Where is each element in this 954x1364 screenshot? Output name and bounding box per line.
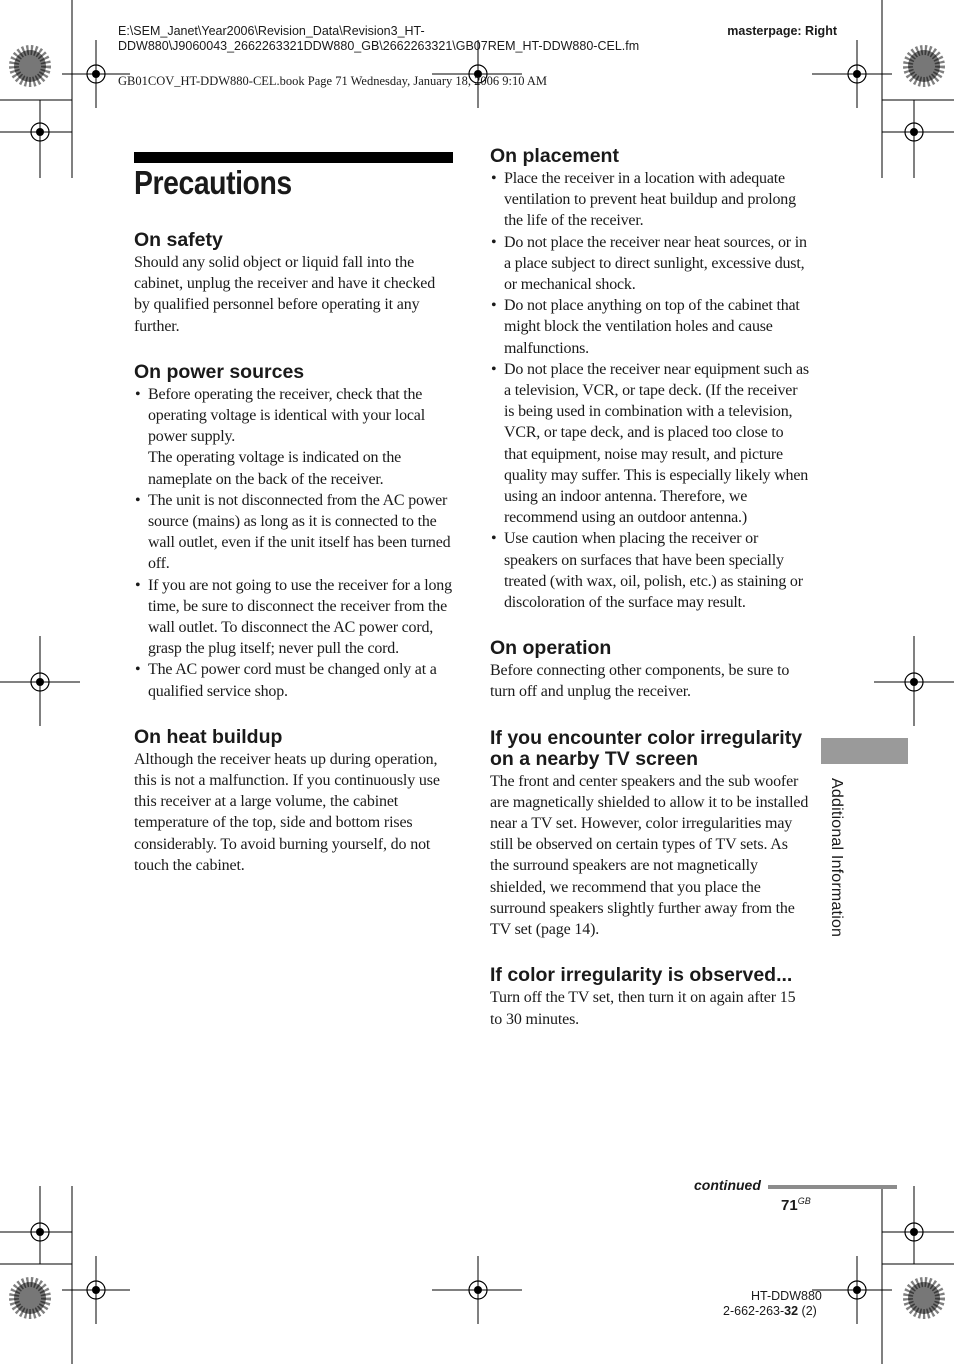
section-text-safety: Should any solid object or liquid fall into the cabinet, unplug the receiver and have it checked by qualified personnel before operating it any further.: [134, 254, 436, 335]
file-path-line2: DDW880\J9060043_2662263321DDW880_GB\2662263321\GB07REM_HT-DDW880-CEL.fm: [118, 39, 640, 53]
document-code: 2-662-263-32 (2): [723, 1304, 817, 1318]
section-heading-observed: If color irregularity is observed...: [490, 964, 793, 987]
section-text-operation: Before connecting other components, be sure to turn off and unplug the receiver.: [490, 662, 790, 701]
section-text-color: The front and center speakers and the sub woofer are magnetically shielded to allow it to be installed near a TV set. However, color irregularities may still be observed on certain types of TV sets. As the surround speakers are not magnetically shielded, we recommend that you place the surround speakers slightly further away from the TV set (page 14).: [490, 772, 809, 939]
continued-label: continued: [694, 1177, 761, 1193]
section-heading-heat: On heat buildup: [134, 725, 283, 748]
continued-rule: [768, 1185, 897, 1189]
placement-bullet-list: [490, 168, 810, 613]
list-item: • If you are not going to use the receiver for a long time, be sure to disconnect the receiver from the wall outlet. To disconnect the AC power cord, grasp the plug itself; never pull the cord.: [134, 575, 452, 660]
list-item: • Place the receiver in a location with adequate ventilation to prevent heat buildup and prolong the life of the receiver.: [490, 168, 810, 232]
list-item: • Do not place anything on top of the cabinet that might block the ventilation holes and cause malfunctions.: [490, 295, 810, 359]
book-info: GB01COV_HT-DDW880-CEL.book Page 71 Wednesday, January 18, 2006 9:10 AM: [118, 74, 548, 88]
section-heading-placement: On placement: [490, 145, 619, 167]
masterpage-label: masterpage: Right: [727, 24, 837, 38]
section-heading-safety: On safety: [134, 229, 223, 251]
list-item: • The unit is not disconnected from the AC power source (mains) as long as it is connected to the wall outlet, even if the unit itself has been turned off.: [134, 490, 452, 575]
right-column: [490, 146, 810, 1030]
section-text-observed: Turn off the TV set, then turn it on again after 15 to 30 minutes.: [490, 989, 796, 1028]
list-item: • Do not place the receiver near heat sources, or in a place subject to direct sunlight, excessive dust, or mechanical shock.: [490, 232, 810, 296]
list-item: • Use caution when placing the receiver or speakers on surfaces that have been specially treated (with wax, oil, polish, etc.) as staining or discoloration of the surface may result.: [490, 528, 810, 613]
section-heading-power: On power sources: [134, 360, 305, 383]
page-title: Precautions: [134, 164, 292, 201]
page-number: $71^{GB}$: [781, 1196, 811, 1214]
section-tab-label: Additional Information: [828, 778, 845, 938]
section-text-heat: Although the receiver heats up during operation, this is not a malfunction. If you continuously use this receiver at a large volume, the cabinet temperature of the top, side and bottom rises considerably. To avoid burning yourself, do not touch the cabinet.: [134, 750, 440, 874]
list-item: • The AC power cord must be changed only at a qualified service shop.: [134, 659, 452, 701]
power-bullet-list: [134, 384, 452, 702]
page-suffix: GB: [797, 1196, 811, 1206]
title-rule: [134, 152, 453, 163]
model-number: HT-DDW880: [751, 1289, 822, 1303]
power-note: The operating voltage is indicated on the nameplate on the back of the receiver.: [148, 449, 402, 488]
list-item: • Before operating the receiver, check that the operating voltage is identical with your local power supply. The operating voltage is indicated on the nameplate on the back of the receiver.: [134, 384, 452, 490]
file-path-line1: E:\SEM_Janet\Year2006\Revision_Data\Revision3_HT-: [118, 24, 425, 38]
list-item: • Do not place the receiver near equipment such as a television, VCR, or tape deck. (If the receiver is being used in combination with a television, VCR, or tape deck, and is placed too close to that equipment, noise may result, and picture quality may suffer. This is especially likely when using an indoor antenna. Therefore, we recommend using an outdoor antenna.): [490, 359, 810, 529]
left-column: [134, 230, 452, 876]
section-heading-color: If you encounter color irregularity on a nearby TV screen: [490, 726, 803, 770]
file-path: [118, 24, 698, 54]
section-heading-operation: On operation: [490, 637, 612, 660]
section-tab: [821, 738, 908, 764]
